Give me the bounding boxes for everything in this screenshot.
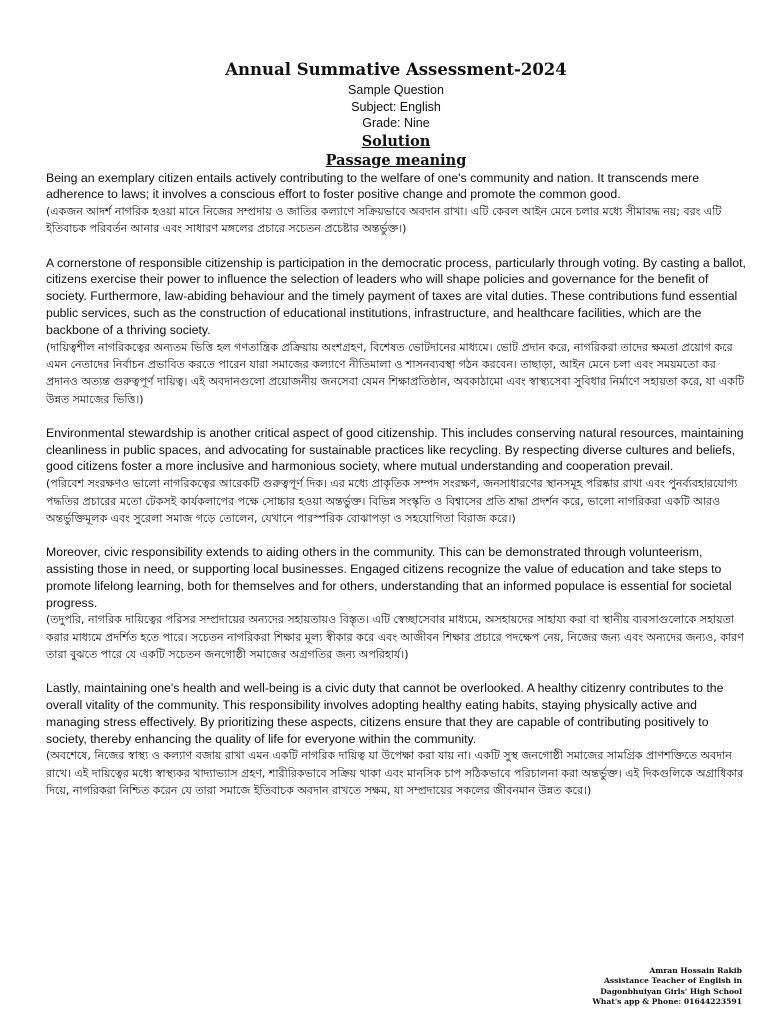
- passage-body: [46, 170, 746, 800]
- author-signature-block: [592, 966, 742, 1008]
- paragraph-bangla: (অবশেষে, নিজের স্বাস্থ্য ও কল্যাণ বজায় রাখা এমন একটি নাগরিক দায়িত্ব যা উপেক্ষা করা যায় না। একটি সুস্থ জনগোষ্ঠী সমাজের সামগ্রিক প্রাণশক্তিতে অবদান রাখে। এই দায়িত্বের মধ্যে স্বাস্থ্যকর খাদ্যাভ্যাস গ্রহণ, শারীরিকভাবে সক্রিয় থাকা এবং মানসিক চাপ সঠিকভাবে পরিচালনা করা অন্তর্ভুক্ত। এই দিকগুলিকে অগ্রাধিকার দিয়ে, নাগরিকরা নিশ্চিত করেন যে তারা সমাজে ইতিবাচক অবদান রাখতে সক্ষম, যা সম্প্রদায়ের সকলের জীবনমান উন্নত করে।): [46, 749, 744, 797]
- paragraph-bangla: (পরিবেশ সংরক্ষণও ভালো নাগরিকত্বের আরেকটি গুরুত্বপূর্ণ দিক। এর মধ্যে প্রাকৃতিক সম্পদ সংরক্ষণ, জনসাধারণের স্থানসমূহ পরিষ্কার রাখা এবং পুনর্ব্যবহারযোগ্য পদ্ধতির প্রচারের মতো টেকসই কার্যকলাপের পক্ষে সোচ্চার হওয়া অন্তর্ভুক্ত। বিভিন্ন সংস্কৃতি ও বিশ্বাসের প্রতি শ্রদ্ধা প্রদর্শন করে, ভালো নাগরিকরা একটি আরও অন্তর্ভুক্তিমূলক এবং সুরেলা সমাজ গড়ে তোলেন, যেখানে পারস্পরিক বোঝাপড়া ও সহযোগিতা বিরাজ করে।): [46, 477, 738, 525]
- paragraph-3: [46, 425, 746, 527]
- paragraph-english: Lastly, maintaining one's health and well-being is a civic duty that cannot be overlooked. A healthy citizenry contributes to the overall vitality of the community. This responsibility involves adopting healthy eating habits, staying physically active and managing stress effectively. By prioritizing these aspects, citizens ensure that they are capable of contributing positively to society, thereby enhancing the quality of life for everyone within the community.: [46, 681, 724, 746]
- paragraph-english: Environmental stewardship is another critical aspect of good citizenship. This includes conserving natural resources, maintaining cleanliness in public spaces, and advocating for sustainable practices like recycling. By respecting diverse cultures and beliefs, good citizens foster a more inclusive and harmonious society, where mutual understanding and cooperation prevail.: [46, 425, 744, 474]
- author-contact: What's app & Phone: 01644223591: [592, 997, 742, 1007]
- solution-heading: Solution: [361, 132, 431, 150]
- paragraph-4: [46, 544, 746, 663]
- subject-line: Subject: English: [351, 99, 441, 114]
- paragraph-bangla: (দায়িত্বশীল নাগরিকত্বের অন্যতম ভিত্তি হল গণতান্ত্রিক প্রক্রিয়ায় অংশগ্রহণ, বিশেষত ভোটদানের মাধ্যমে। ভোট প্রদান করে, নাগরিকরা তাদের ক্ষমতা প্রয়োগ করে এমন নেতাদের নির্বাচন প্রভাবিত করতে পারেন যারা সমাজের কল্যাণে নীতিমালা ও শাসনব্যবস্থা গঠন করবেন। তাছাড়া, আইন মেনে চলা এবং সময়মতো কর প্রদানও অত্যন্ত গুরুত্বপূর্ণ দায়িত্ব। এই অবদানগুলো প্রয়োজনীয় জনসেবা যেমন শিক্ষাপ্রতিষ্ঠান, অবকাঠামো এবং স্বাস্থ্যসেবা সুবিধার নির্মাণে সহায়তা করে, যা একটি উন্নত সমাজের ভিত্তি।): [46, 340, 745, 406]
- paragraph-bangla: (একজন আদর্শ নাগরিক হওয়া মানে নিজের সম্প্রদায় ও জাতির কল্যাণে সক্রিয়ভাবে অবদান রাখা। এটি কেবল আইন মেনে চলার মধ্যে সীমাবদ্ধ নয়; বরং এটি ইতিবাচক পরিবর্তন আনার এবং সাধারণ মঙ্গলের প্রচারে সচেতন প্রচেষ্টার অন্তর্ভুক্ত।): [46, 205, 722, 236]
- document-header: [46, 58, 746, 170]
- grade-line: Grade: Nine: [362, 116, 430, 130]
- page-title: Annual Summative Assessment-2024: [225, 60, 567, 79]
- paragraph-2: [46, 255, 746, 408]
- sample-question-line: Sample Question: [348, 83, 444, 97]
- paragraph-english: Moreover, civic responsibility extends to aiding others in the community. This can be demonstrated through volunteerism, assisting those in need, or supporting local businesses. Engaged citizens recognize the value of education and take steps to promote lifelong learning, both for themselves and for others, understanding that an informed populace is essential for societal progress.: [46, 545, 732, 610]
- paragraph-bangla: (তদুপরি, নাগরিক দায়িত্বের পরিসর সম্প্রদায়ের অন্যদের সহায়তায়ও বিস্তৃত। এটি স্বেচ্ছাসেবার মাধ্যমে, অসহায়দের সাহায্য করা বা স্থানীয় ব্যবসাগুলোকে সহায়তা করার মাধ্যমে প্রদর্শিত হতে পারে। সচেতন নাগরিকরা শিক্ষার মূল্য স্বীকার করে এবং আজীবন শিক্ষার প্রচারে পদক্ষেপ নেয়, নিজের জন্য এবং অন্যদের জন্যও, কারণ তারা বুঝতে পারে যে একটি সচেতন জনগোষ্ঠী সমাজের অগ্রগতির জন্য অপরিহার্য।): [46, 613, 744, 661]
- passage-meaning-heading: Passage meaning: [325, 151, 467, 169]
- author-role: Assistance Teacher of English in: [603, 976, 742, 986]
- author-name: Amran Hossain Rakib: [649, 966, 742, 975]
- paragraph-1: [46, 170, 746, 238]
- paragraph-5: [46, 680, 746, 799]
- author-school: Dagonbhuiyan Girls' High School: [600, 986, 742, 996]
- paragraph-english: A cornerstone of responsible citizenship is participation in the democratic process, particularly through voting. By casting a ballot, citizens exercise their power to influence the selection of leaders who will shape policies and governance for the benefit of society. Furthermore, law-abiding behaviour and the timely payment of taxes are vital duties. These contributions fund essential public services, such as the construction of educational institutions, infrastructure, and healthcare facilities, which are the backbone of a thriving society.: [46, 255, 746, 337]
- paragraph-english: Being an exemplary citizen entails actively contributing to the welfare of one's community and nation. It transcends mere adherence to laws; it involves a conscious effort to foster positive change and promote the common good.: [46, 170, 700, 202]
